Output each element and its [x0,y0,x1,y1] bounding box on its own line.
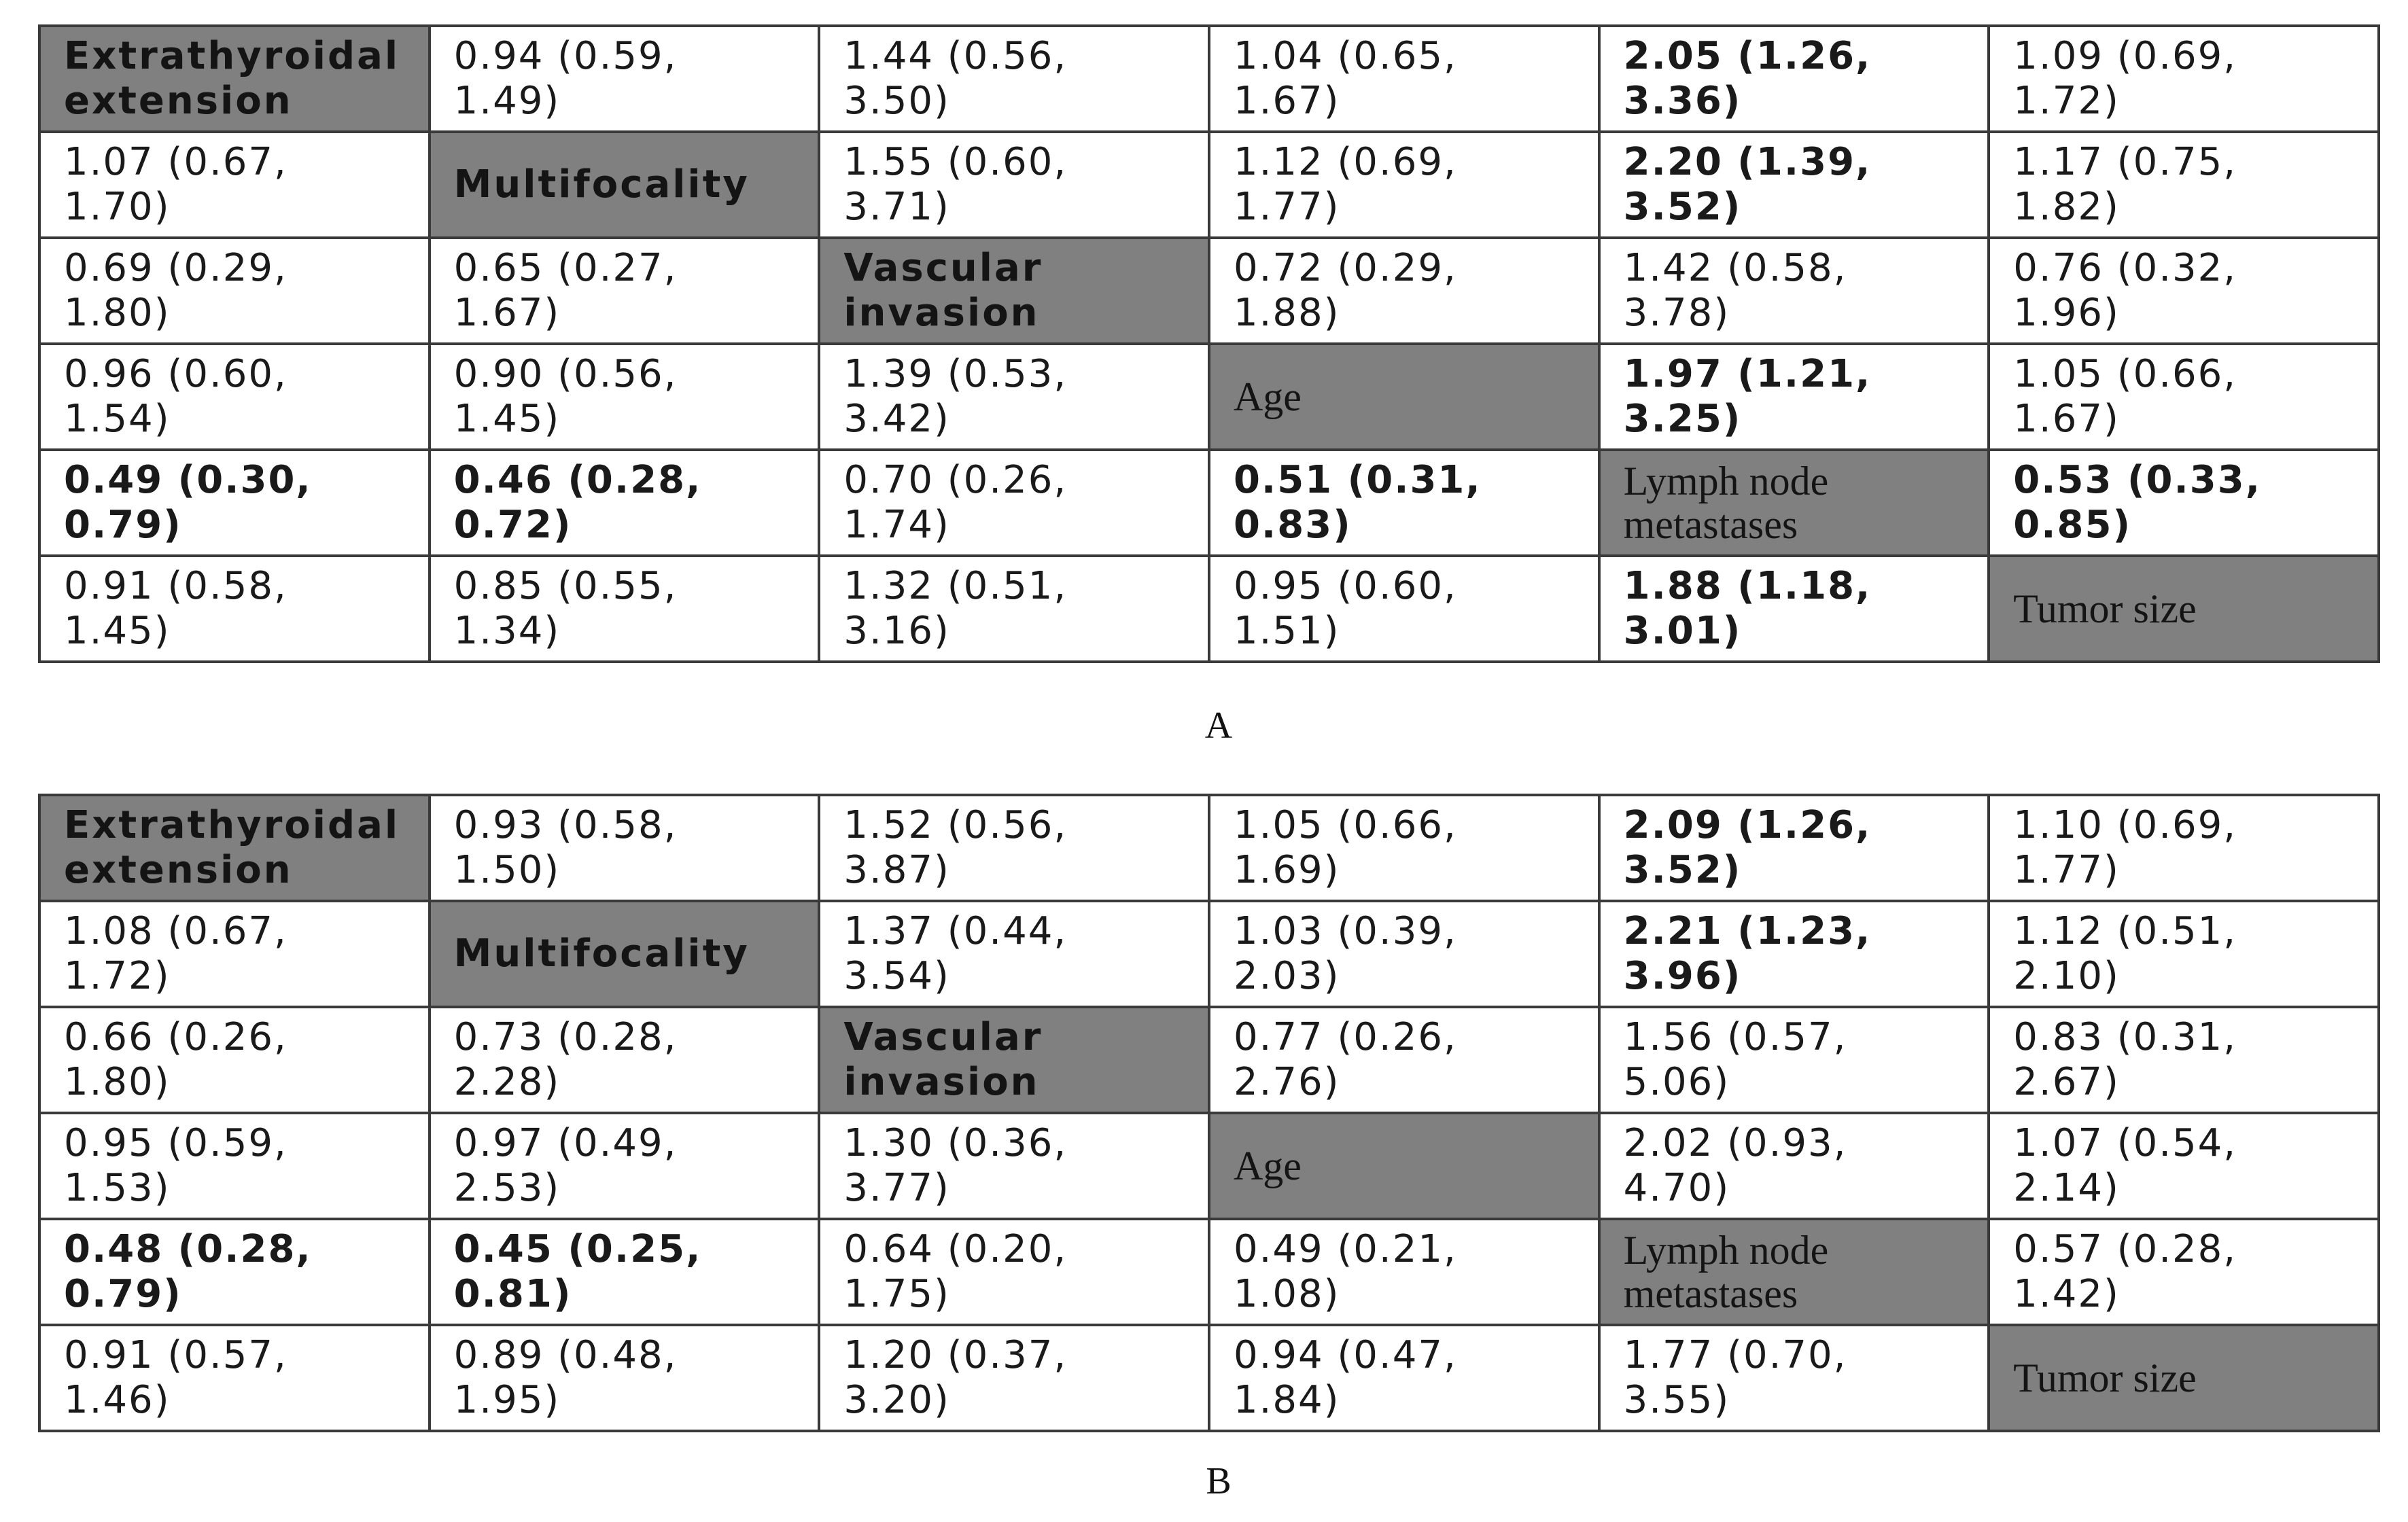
odds-ratio-cell [1209,901,1599,1007]
odds-ratio-value: 1.88 (1.18, [1623,564,1872,608]
odds-ratio-cell [39,238,430,344]
confidence-interval-upper: 1.80) [64,1060,171,1104]
matrix-row [39,1325,2379,1431]
confidence-interval-upper: 3.36) [1623,79,1742,123]
odds-ratio-value: 1.07 (0.54, [2013,1121,2237,1165]
odds-ratio-value: 2.02 (0.93, [1623,1121,1847,1165]
odds-ratio-cell [430,1325,820,1431]
odds-ratio-value: 1.12 (0.69, [1233,140,1457,184]
matrix-b-body [39,795,2379,1431]
confidence-interval-upper: 3.87) [843,848,950,892]
odds-ratio-value: 0.95 (0.59, [64,1121,287,1165]
odds-ratio-value: 1.05 (0.66, [2013,352,2237,396]
odds-ratio-value: 1.39 (0.53, [843,352,1068,396]
odds-ratio-value: 1.44 (0.56, [843,34,1068,78]
odds-ratio-cell [1599,132,1989,238]
diagonal-variable-cell [1209,344,1599,450]
diagonal-variable-cell [1209,1113,1599,1219]
odds-ratio-value: 1.07 (0.67, [64,140,287,184]
confidence-interval-upper: 1.45) [64,609,171,653]
confidence-interval-upper: 0.81) [453,1272,572,1316]
odds-ratio-value: 0.96 (0.60, [64,352,287,396]
odds-ratio-cell [39,1325,430,1431]
odds-ratio-cell [819,344,1209,450]
confidence-interval-upper: 3.50) [843,79,950,123]
odds-ratio-cell [819,26,1209,132]
odds-ratio-cell [819,450,1209,556]
confidence-interval-upper: 1.77) [1233,185,1340,229]
odds-ratio-value: 1.55 (0.60, [843,140,1068,184]
confidence-interval-upper: 3.52) [1623,185,1742,229]
confidence-interval-upper: 2.76) [1233,1060,1340,1104]
confidence-interval-upper: 3.01) [1623,609,1742,653]
odds-ratio-value: 1.77 (0.70, [1623,1333,1847,1377]
confidence-interval-upper: 3.16) [843,609,950,653]
confidence-interval-upper: 1.82) [2013,185,2120,229]
variable-label: Multifocality [453,162,750,207]
odds-ratio-cell [1599,1113,1989,1219]
odds-ratio-value: 1.10 (0.69, [2013,803,2237,847]
odds-ratio-value: 0.69 (0.29, [64,246,287,290]
matrix-row [39,238,2379,344]
odds-ratio-cell [430,1113,820,1219]
odds-ratio-value: 0.93 (0.58, [453,803,678,847]
matrix-row [39,132,2379,238]
variable-label: Age [1233,374,1302,419]
odds-ratio-value: 1.12 (0.51, [2013,909,2237,953]
odds-ratio-cell [39,1113,430,1219]
comparison-matrix-b [38,794,2380,1432]
odds-ratio-value: 1.17 (0.75, [2013,140,2237,184]
odds-ratio-value: 0.91 (0.57, [64,1333,287,1377]
odds-ratio-cell [1989,901,2379,1007]
odds-ratio-cell [39,1219,430,1325]
odds-ratio-value: 0.91 (0.58, [64,564,287,608]
odds-ratio-value: 1.56 (0.57, [1623,1015,1847,1059]
confidence-interval-upper: 4.70) [1623,1166,1730,1210]
odds-ratio-cell [819,556,1209,662]
confidence-interval-upper: 1.42) [2013,1272,2120,1316]
diagonal-variable-cell [39,795,430,901]
odds-ratio-value: 1.97 (1.21, [1623,352,1872,396]
confidence-interval-upper: 1.72) [64,954,171,998]
odds-ratio-cell [430,1219,820,1325]
confidence-interval-upper: 2.14) [2013,1166,2120,1210]
confidence-interval-upper: 1.67) [453,291,561,335]
odds-ratio-cell [430,1007,820,1113]
variable-label: Multifocality [453,932,750,976]
variable-label: Lymph node metastases [1623,459,1829,547]
odds-ratio-cell [1209,1325,1599,1431]
odds-ratio-cell [39,1007,430,1113]
odds-ratio-value: 0.65 (0.27, [453,246,678,290]
odds-ratio-value: 1.03 (0.39, [1233,909,1457,953]
odds-ratio-value: 0.51 (0.31, [1233,458,1482,502]
odds-ratio-cell [39,556,430,662]
odds-ratio-cell [1209,238,1599,344]
confidence-interval-upper: 1.84) [1233,1378,1340,1422]
odds-ratio-cell [1989,344,2379,450]
odds-ratio-cell [819,1113,1209,1219]
odds-ratio-cell [430,26,820,132]
confidence-interval-upper: 3.20) [843,1378,950,1422]
odds-ratio-value: 1.32 (0.51, [843,564,1068,608]
odds-ratio-cell [1989,1007,2379,1113]
odds-ratio-value: 0.46 (0.28, [453,458,702,502]
confidence-interval-upper: 1.50) [453,848,561,892]
confidence-interval-upper: 1.77) [2013,848,2120,892]
odds-ratio-cell [1209,1007,1599,1113]
confidence-interval-upper: 2.03) [1233,954,1340,998]
odds-ratio-cell [819,1219,1209,1325]
matrix-row [39,901,2379,1007]
confidence-interval-upper: 1.74) [843,503,950,547]
matrix-row [39,1219,2379,1325]
variable-label: Tumor size [2013,1356,2197,1400]
confidence-interval-upper: 3.54) [843,954,950,998]
confidence-interval-upper: 3.77) [843,1166,950,1210]
confidence-interval-upper: 3.42) [843,397,950,441]
confidence-interval-upper: 0.72) [453,503,572,547]
odds-ratio-value: 0.64 (0.20, [843,1227,1068,1271]
variable-label: Extrathyroidal extension [64,34,400,123]
odds-ratio-value: 0.72 (0.29, [1233,246,1457,290]
confidence-interval-upper: 1.72) [2013,79,2120,123]
odds-ratio-cell [430,344,820,450]
confidence-interval-upper: 2.10) [2013,954,2120,998]
odds-ratio-value: 0.95 (0.60, [1233,564,1457,608]
matrix-row [39,344,2379,450]
odds-ratio-cell [1599,1007,1989,1113]
odds-ratio-cell [430,556,820,662]
confidence-interval-upper: 1.08) [1233,1272,1340,1316]
odds-ratio-cell [1599,238,1989,344]
odds-ratio-cell [819,795,1209,901]
odds-ratio-value: 0.83 (0.31, [2013,1015,2237,1059]
odds-ratio-value: 0.49 (0.30, [64,458,312,502]
odds-ratio-value: 1.08 (0.67, [64,909,287,953]
confidence-interval-upper: 1.53) [64,1166,171,1210]
confidence-interval-upper: 3.25) [1623,397,1742,441]
odds-ratio-cell [1209,556,1599,662]
odds-ratio-value: 0.48 (0.28, [64,1227,312,1271]
odds-ratio-value: 1.04 (0.65, [1233,34,1457,78]
odds-ratio-value: 0.94 (0.47, [1233,1333,1457,1377]
confidence-interval-upper: 0.79) [64,503,182,547]
variable-label: Tumor size [2013,586,2197,631]
diagonal-variable-cell [430,901,820,1007]
variable-label: Vascular invasion [843,1015,1043,1104]
confidence-interval-upper: 1.49) [453,79,561,123]
odds-ratio-cell [1989,450,2379,556]
odds-ratio-value: 1.37 (0.44, [843,909,1068,953]
diagonal-variable-cell [1599,450,1989,556]
odds-ratio-cell [39,132,430,238]
diagonal-variable-cell [1989,556,2379,662]
odds-ratio-cell [819,1325,1209,1431]
panel-label-b: B [1206,1460,1232,1502]
odds-ratio-value: 0.85 (0.55, [453,564,678,608]
odds-ratio-cell [1599,901,1989,1007]
odds-ratio-value: 0.90 (0.56, [453,352,678,396]
variable-label: Age [1233,1144,1302,1188]
variable-label: Vascular invasion [843,246,1043,335]
confidence-interval-upper: 3.78) [1623,291,1730,335]
odds-ratio-cell [1209,795,1599,901]
matrix-a-body [39,26,2379,662]
confidence-interval-upper: 1.75) [843,1272,950,1316]
confidence-interval-upper: 1.88) [1233,291,1340,335]
confidence-interval-upper: 3.52) [1623,848,1742,892]
odds-ratio-cell [819,132,1209,238]
confidence-interval-upper: 2.28) [453,1060,561,1104]
confidence-interval-upper: 1.67) [1233,79,1340,123]
odds-ratio-value: 0.70 (0.26, [843,458,1068,502]
odds-ratio-value: 0.49 (0.21, [1233,1227,1457,1271]
confidence-interval-upper: 0.79) [64,1272,182,1316]
odds-ratio-value: 0.73 (0.28, [453,1015,678,1059]
matrix-row [39,556,2379,662]
variable-label: Extrathyroidal extension [64,803,400,892]
odds-ratio-value: 1.05 (0.66, [1233,803,1457,847]
confidence-interval-upper: 3.71) [843,185,950,229]
odds-ratio-value: 0.66 (0.26, [64,1015,287,1059]
confidence-interval-upper: 1.34) [453,609,561,653]
odds-ratio-value: 0.53 (0.33, [2013,458,2261,502]
diagonal-variable-cell [430,132,820,238]
odds-ratio-cell [1209,1219,1599,1325]
odds-ratio-value: 2.05 (1.26, [1623,34,1872,78]
odds-ratio-cell [1599,795,1989,901]
odds-ratio-cell [1989,132,2379,238]
odds-ratio-cell [819,901,1209,1007]
odds-ratio-value: 0.45 (0.25, [453,1227,702,1271]
odds-ratio-cell [39,450,430,556]
diagonal-variable-cell [819,1007,1209,1113]
confidence-interval-upper: 1.45) [453,397,561,441]
odds-ratio-cell [39,901,430,1007]
odds-ratio-value: 0.89 (0.48, [453,1333,678,1377]
confidence-interval-upper: 1.70) [64,185,171,229]
confidence-interval-upper: 0.85) [2013,503,2132,547]
confidence-interval-upper: 1.51) [1233,609,1340,653]
variable-label: Lymph node metastases [1623,1228,1829,1316]
odds-ratio-cell [430,450,820,556]
odds-ratio-value: 1.30 (0.36, [843,1121,1068,1165]
confidence-interval-upper: 3.55) [1623,1378,1730,1422]
diagonal-variable-cell [819,238,1209,344]
confidence-interval-upper: 1.54) [64,397,171,441]
confidence-interval-upper: 0.83) [1233,503,1352,547]
confidence-interval-upper: 3.96) [1623,954,1742,998]
diagonal-variable-cell [1599,1219,1989,1325]
diagonal-variable-cell [1989,1325,2379,1431]
odds-ratio-value: 0.94 (0.59, [453,34,678,78]
odds-ratio-cell [1209,132,1599,238]
odds-ratio-value: 1.52 (0.56, [843,803,1068,847]
comparison-matrix-a [38,24,2380,663]
odds-ratio-cell [430,238,820,344]
confidence-interval-upper: 1.80) [64,291,171,335]
odds-ratio-cell [39,344,430,450]
odds-ratio-cell [1989,795,2379,901]
odds-ratio-cell [1989,238,2379,344]
confidence-interval-upper: 1.46) [64,1378,171,1422]
confidence-interval-upper: 1.69) [1233,848,1340,892]
odds-ratio-value: 0.97 (0.49, [453,1121,678,1165]
matrix-row [39,1113,2379,1219]
matrix-row [39,450,2379,556]
odds-ratio-value: 1.09 (0.69, [2013,34,2237,78]
panel-label-a: A [1204,705,1233,747]
odds-ratio-value: 0.76 (0.32, [2013,246,2237,290]
odds-ratio-cell [1209,26,1599,132]
odds-ratio-cell [430,795,820,901]
odds-ratio-cell [1989,26,2379,132]
odds-ratio-cell [1989,1219,2379,1325]
odds-ratio-value: 1.42 (0.58, [1623,246,1847,290]
odds-ratio-cell [1599,556,1989,662]
matrix-row [39,26,2379,132]
odds-ratio-value: 1.20 (0.37, [843,1333,1068,1377]
odds-ratio-cell [1599,1325,1989,1431]
confidence-interval-upper: 5.06) [1623,1060,1730,1104]
confidence-interval-upper: 1.95) [453,1378,561,1422]
odds-ratio-value: 2.09 (1.26, [1623,803,1872,847]
matrix-row [39,1007,2379,1113]
odds-ratio-value: 2.21 (1.23, [1623,909,1872,953]
confidence-interval-upper: 1.67) [2013,397,2120,441]
odds-ratio-cell [1599,344,1989,450]
odds-ratio-value: 0.77 (0.26, [1233,1015,1457,1059]
odds-ratio-value: 2.20 (1.39, [1623,140,1872,184]
confidence-interval-upper: 1.96) [2013,291,2120,335]
odds-ratio-cell [1599,26,1989,132]
confidence-interval-upper: 2.67) [2013,1060,2120,1104]
matrix-row [39,795,2379,901]
odds-ratio-value: 0.57 (0.28, [2013,1227,2237,1271]
diagonal-variable-cell [39,26,430,132]
odds-ratio-cell [1989,1113,2379,1219]
odds-ratio-cell [1209,450,1599,556]
confidence-interval-upper: 2.53) [453,1166,561,1210]
